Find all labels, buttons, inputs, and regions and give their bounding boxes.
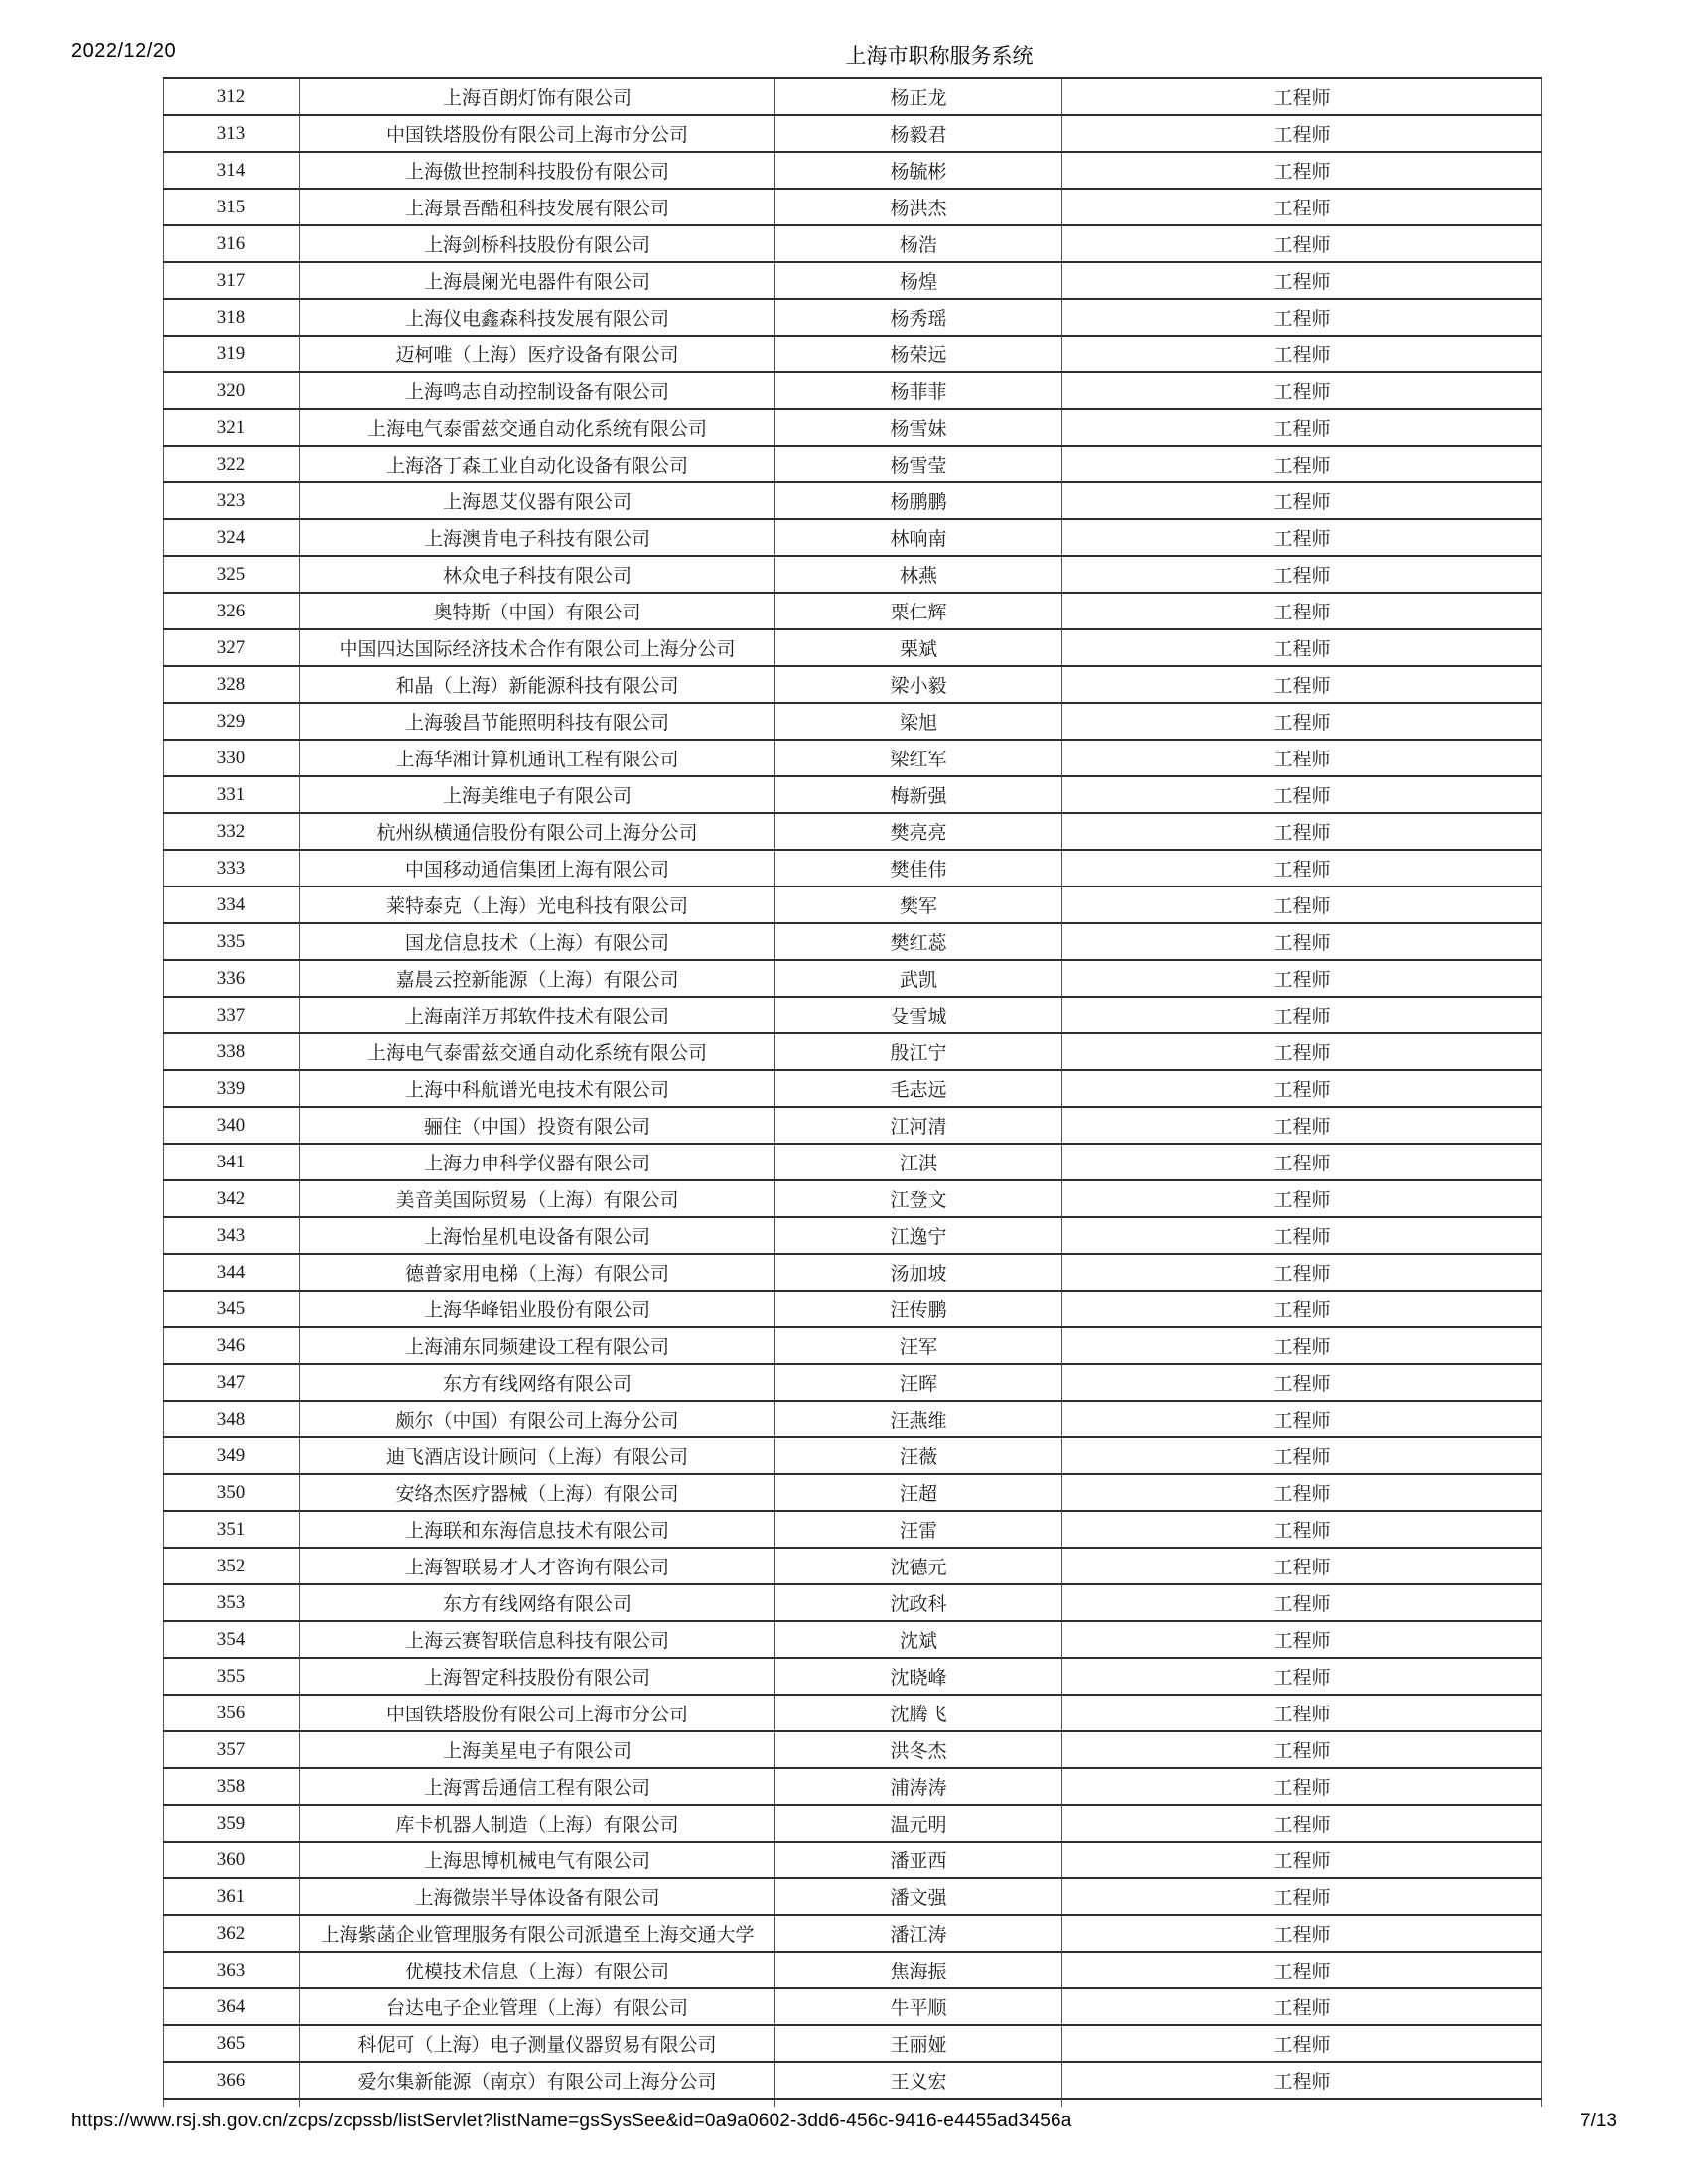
row-number-cell: 342 bbox=[164, 1180, 300, 1217]
page-number: 7/13 bbox=[1580, 2111, 1617, 2131]
job-title-cell: 工程师 bbox=[1062, 887, 1542, 923]
job-title-cell: 工程师 bbox=[1062, 409, 1542, 446]
company-cell: 上海紫菡企业管理服务有限公司派遣至上海交通大学 bbox=[300, 1915, 775, 1952]
table-row bbox=[164, 1548, 1542, 1584]
person-name-cell: 杨毓彬 bbox=[775, 152, 1062, 189]
company-cell: 上海美维电子有限公司 bbox=[300, 776, 775, 813]
company-cell: 上海电气泰雷兹交通自动化系统有限公司 bbox=[300, 1033, 775, 1070]
job-title-cell: 工程师 bbox=[1062, 372, 1542, 409]
table-row bbox=[164, 776, 1542, 813]
company-cell: 上海洛丁森工业自动化设备有限公司 bbox=[300, 446, 775, 482]
table-row bbox=[164, 115, 1542, 152]
person-name-cell: 栗斌 bbox=[775, 629, 1062, 666]
job-title-cell: 工程师 bbox=[1062, 446, 1542, 482]
person-name-cell: 杨菲菲 bbox=[775, 372, 1062, 409]
company-cell: 上海仪电鑫森科技发展有限公司 bbox=[300, 299, 775, 336]
person-name-cell: 林响南 bbox=[775, 519, 1062, 556]
person-name-cell: 潘江涛 bbox=[775, 1915, 1062, 1952]
company-cell: 迈柯唯（上海）医疗设备有限公司 bbox=[300, 336, 775, 372]
job-title-cell: 工程师 bbox=[1062, 336, 1542, 372]
row-number-cell: 335 bbox=[164, 923, 300, 960]
row-number-cell: 320 bbox=[164, 372, 300, 409]
company-cell: 和晶（上海）新能源科技有限公司 bbox=[300, 666, 775, 703]
row-number-cell: 336 bbox=[164, 960, 300, 997]
row-number-cell: 318 bbox=[164, 299, 300, 336]
person-name-cell: 王义宏 bbox=[775, 2062, 1062, 2099]
table-row bbox=[164, 446, 1542, 482]
table-row bbox=[164, 2025, 1542, 2062]
job-title-cell: 工程师 bbox=[1062, 1291, 1542, 1327]
job-title-cell: 工程师 bbox=[1062, 960, 1542, 997]
row-number-cell: 360 bbox=[164, 1842, 300, 1878]
footer-url: https://www.rsj.sh.gov.cn/zcps/zcpssb/listServlet?listName=gsSysSee&id=0a9a0602-3dd6-456c-9416-e4455ad3456a bbox=[71, 2111, 1072, 2131]
row-number-cell: 362 bbox=[164, 1915, 300, 1952]
row-number-cell: 349 bbox=[164, 1437, 300, 1474]
table-row bbox=[164, 1107, 1542, 1144]
company-cell: 爱尔集新能源（南京）有限公司上海分公司 bbox=[300, 2062, 775, 2099]
person-name-cell: 樊军 bbox=[775, 887, 1062, 923]
table-row bbox=[164, 850, 1542, 887]
person-name-cell: 沈德元 bbox=[775, 1548, 1062, 1584]
table-row bbox=[164, 1768, 1542, 1805]
job-title-cell: 工程师 bbox=[1062, 1805, 1542, 1842]
job-title-cell: 工程师 bbox=[1062, 1695, 1542, 1731]
table-partial-row-body bbox=[164, 2099, 1542, 2107]
table-row bbox=[164, 1144, 1542, 1180]
job-title-cell: 工程师 bbox=[1062, 1842, 1542, 1878]
person-name-cell: 梁红军 bbox=[775, 740, 1062, 776]
person-name-cell: 杨洪杰 bbox=[775, 189, 1062, 225]
job-title-cell: 工程师 bbox=[1062, 152, 1542, 189]
job-title-cell: 工程师 bbox=[1062, 1878, 1542, 1915]
row-number-cell: 324 bbox=[164, 519, 300, 556]
job-title-cell: 工程师 bbox=[1062, 556, 1542, 593]
company-cell bbox=[300, 2099, 775, 2107]
company-cell: 上海百朗灯饰有限公司 bbox=[300, 78, 775, 115]
job-title-cell: 工程师 bbox=[1062, 1327, 1542, 1364]
company-cell: 中国四达国际经济技术合作有限公司上海分公司 bbox=[300, 629, 775, 666]
person-name-cell: 汪传鹏 bbox=[775, 1291, 1062, 1327]
job-title-cell: 工程师 bbox=[1062, 1548, 1542, 1584]
row-number-cell: 354 bbox=[164, 1621, 300, 1658]
row-number-cell: 327 bbox=[164, 629, 300, 666]
company-cell: 上海云赛智联信息科技有限公司 bbox=[300, 1621, 775, 1658]
table-row bbox=[164, 482, 1542, 519]
row-number-cell: 338 bbox=[164, 1033, 300, 1070]
company-cell: 林众电子科技有限公司 bbox=[300, 556, 775, 593]
company-cell: 上海微崇半导体设备有限公司 bbox=[300, 1878, 775, 1915]
job-title-cell: 工程师 bbox=[1062, 813, 1542, 850]
job-title-cell: 工程师 bbox=[1062, 482, 1542, 519]
job-title-cell: 工程师 bbox=[1062, 1070, 1542, 1107]
person-name-cell: 杨浩 bbox=[775, 225, 1062, 262]
table-row bbox=[164, 1254, 1542, 1291]
person-name-cell: 杨雪妹 bbox=[775, 409, 1062, 446]
row-number-cell: 357 bbox=[164, 1731, 300, 1768]
company-cell: 上海景吾酷租科技发展有限公司 bbox=[300, 189, 775, 225]
person-name-cell: 江淇 bbox=[775, 1144, 1062, 1180]
row-number-cell: 355 bbox=[164, 1658, 300, 1695]
job-title-cell: 工程师 bbox=[1062, 299, 1542, 336]
row-number-cell: 346 bbox=[164, 1327, 300, 1364]
table-row bbox=[164, 1842, 1542, 1878]
company-cell: 美音美国际贸易（上海）有限公司 bbox=[300, 1180, 775, 1217]
row-number-cell: 341 bbox=[164, 1144, 300, 1180]
table-row bbox=[164, 1217, 1542, 1254]
person-name-cell: 杨鹏鹏 bbox=[775, 482, 1062, 519]
row-number-cell: 334 bbox=[164, 887, 300, 923]
job-title-cell: 工程师 bbox=[1062, 1474, 1542, 1511]
table-row bbox=[164, 629, 1542, 666]
company-cell: 科伲可（上海）电子测量仪器贸易有限公司 bbox=[300, 2025, 775, 2062]
person-name-cell: 杨荣远 bbox=[775, 336, 1062, 372]
company-cell: 上海澳肯电子科技有限公司 bbox=[300, 519, 775, 556]
table-row bbox=[164, 1988, 1542, 2025]
person-name-cell: 王丽娅 bbox=[775, 2025, 1062, 2062]
job-title-cell: 工程师 bbox=[1062, 1217, 1542, 1254]
person-name-cell: 沈斌 bbox=[775, 1621, 1062, 1658]
table-row bbox=[164, 997, 1542, 1033]
table-row bbox=[164, 1915, 1542, 1952]
person-name-cell: 樊佳伟 bbox=[775, 850, 1062, 887]
company-cell: 上海鸣志自动控制设备有限公司 bbox=[300, 372, 775, 409]
person-name-cell: 樊亮亮 bbox=[775, 813, 1062, 850]
title-roster-table bbox=[163, 77, 1542, 2107]
row-number-cell: 316 bbox=[164, 225, 300, 262]
job-title-cell: 工程师 bbox=[1062, 2025, 1542, 2062]
row-number-cell: 326 bbox=[164, 593, 300, 629]
job-title-cell: 工程师 bbox=[1062, 1033, 1542, 1070]
company-cell: 安络杰医疗器械（上海）有限公司 bbox=[300, 1474, 775, 1511]
table-row bbox=[164, 1695, 1542, 1731]
person-name-cell: 浦涛涛 bbox=[775, 1768, 1062, 1805]
row-number-cell: 323 bbox=[164, 482, 300, 519]
row-number-cell: 344 bbox=[164, 1254, 300, 1291]
table-row bbox=[164, 225, 1542, 262]
person-name-cell: 江逸宁 bbox=[775, 1217, 1062, 1254]
company-cell: 上海智定科技股份有限公司 bbox=[300, 1658, 775, 1695]
company-cell: 东方有线网络有限公司 bbox=[300, 1364, 775, 1401]
table-row bbox=[164, 78, 1542, 115]
row-number-cell bbox=[164, 2099, 300, 2107]
table-row bbox=[164, 960, 1542, 997]
row-number-cell: 356 bbox=[164, 1695, 300, 1731]
table-row bbox=[164, 1401, 1542, 1437]
table-row bbox=[164, 1805, 1542, 1842]
job-title-cell: 工程师 bbox=[1062, 115, 1542, 152]
row-number-cell: 352 bbox=[164, 1548, 300, 1584]
row-number-cell: 325 bbox=[164, 556, 300, 593]
print-header bbox=[71, 40, 1617, 69]
person-name-cell: 汪晖 bbox=[775, 1364, 1062, 1401]
table-row bbox=[164, 152, 1542, 189]
job-title-cell: 工程师 bbox=[1062, 519, 1542, 556]
job-title-cell: 工程师 bbox=[1062, 629, 1542, 666]
person-name-cell: 潘亚西 bbox=[775, 1842, 1062, 1878]
row-number-cell: 359 bbox=[164, 1805, 300, 1842]
row-number-cell: 345 bbox=[164, 1291, 300, 1327]
job-title-cell: 工程师 bbox=[1062, 1988, 1542, 2025]
job-title-cell: 工程师 bbox=[1062, 923, 1542, 960]
person-name-cell: 殷江宁 bbox=[775, 1033, 1062, 1070]
person-name-cell: 樊红蕊 bbox=[775, 923, 1062, 960]
row-number-cell: 330 bbox=[164, 740, 300, 776]
person-name-cell: 杨秀瑶 bbox=[775, 299, 1062, 336]
company-cell: 杭州纵横通信股份有限公司上海分公司 bbox=[300, 813, 775, 850]
company-cell: 库卡机器人制造（上海）有限公司 bbox=[300, 1805, 775, 1842]
print-footer bbox=[71, 2111, 1617, 2132]
person-name-cell: 汪雷 bbox=[775, 1511, 1062, 1548]
row-number-cell: 329 bbox=[164, 703, 300, 740]
table-row bbox=[164, 1511, 1542, 1548]
table-row bbox=[164, 1584, 1542, 1621]
person-name-cell: 江河清 bbox=[775, 1107, 1062, 1144]
person-name-cell: 栗仁辉 bbox=[775, 593, 1062, 629]
table-row bbox=[164, 1474, 1542, 1511]
person-name-cell: 沈晓峰 bbox=[775, 1658, 1062, 1695]
row-number-cell: 313 bbox=[164, 115, 300, 152]
job-title-cell: 工程师 bbox=[1062, 1144, 1542, 1180]
table-row bbox=[164, 336, 1542, 372]
row-number-cell: 339 bbox=[164, 1070, 300, 1107]
job-title-cell: 工程师 bbox=[1062, 1254, 1542, 1291]
job-title-cell: 工程师 bbox=[1062, 2062, 1542, 2099]
table-row bbox=[164, 813, 1542, 850]
row-number-cell: 321 bbox=[164, 409, 300, 446]
company-cell: 上海电气泰雷兹交通自动化系统有限公司 bbox=[300, 409, 775, 446]
company-cell: 上海中科航谱光电技术有限公司 bbox=[300, 1070, 775, 1107]
company-cell: 上海南洋万邦软件技术有限公司 bbox=[300, 997, 775, 1033]
table-row bbox=[164, 923, 1542, 960]
row-number-cell: 333 bbox=[164, 850, 300, 887]
row-number-cell: 319 bbox=[164, 336, 300, 372]
table-row bbox=[164, 299, 1542, 336]
table-row bbox=[164, 666, 1542, 703]
person-name-cell: 梁小毅 bbox=[775, 666, 1062, 703]
table-row bbox=[164, 703, 1542, 740]
company-cell: 优模技术信息（上海）有限公司 bbox=[300, 1952, 775, 1988]
table-row bbox=[164, 593, 1542, 629]
company-cell: 奥特斯（中国）有限公司 bbox=[300, 593, 775, 629]
print-date: 2022/12/20 bbox=[71, 40, 177, 62]
job-title-cell: 工程师 bbox=[1062, 1731, 1542, 1768]
row-number-cell: 363 bbox=[164, 1952, 300, 1988]
company-cell: 国龙信息技术（上海）有限公司 bbox=[300, 923, 775, 960]
job-title-cell: 工程师 bbox=[1062, 225, 1542, 262]
person-name-cell: 汪薇 bbox=[775, 1437, 1062, 1474]
row-number-cell: 331 bbox=[164, 776, 300, 813]
company-cell: 台达电子企业管理（上海）有限公司 bbox=[300, 1988, 775, 2025]
row-number-cell: 343 bbox=[164, 1217, 300, 1254]
person-name-cell: 牛平顺 bbox=[775, 1988, 1062, 2025]
company-cell: 骊住（中国）投资有限公司 bbox=[300, 1107, 775, 1144]
row-number-cell: 358 bbox=[164, 1768, 300, 1805]
person-name-cell: 沈政科 bbox=[775, 1584, 1062, 1621]
job-title-cell: 工程师 bbox=[1062, 1584, 1542, 1621]
table-row bbox=[164, 1291, 1542, 1327]
person-name-cell: 洪冬杰 bbox=[775, 1731, 1062, 1768]
row-number-cell: 322 bbox=[164, 446, 300, 482]
company-cell: 莱特泰克（上海）光电科技有限公司 bbox=[300, 887, 775, 923]
company-cell: 上海剑桥科技股份有限公司 bbox=[300, 225, 775, 262]
row-number-cell: 317 bbox=[164, 262, 300, 299]
job-title-cell: 工程师 bbox=[1062, 593, 1542, 629]
job-title-cell: 工程师 bbox=[1062, 1437, 1542, 1474]
table-row bbox=[164, 1364, 1542, 1401]
company-cell: 上海骏昌节能照明科技有限公司 bbox=[300, 703, 775, 740]
row-number-cell: 312 bbox=[164, 78, 300, 115]
company-cell: 上海联和东海信息技术有限公司 bbox=[300, 1511, 775, 1548]
person-name-cell: 江登文 bbox=[775, 1180, 1062, 1217]
company-cell: 上海华湘计算机通讯工程有限公司 bbox=[300, 740, 775, 776]
table-row bbox=[164, 1878, 1542, 1915]
table-row bbox=[164, 1327, 1542, 1364]
row-number-cell: 337 bbox=[164, 997, 300, 1033]
table-row bbox=[164, 887, 1542, 923]
job-title-cell: 工程师 bbox=[1062, 1107, 1542, 1144]
table-body bbox=[164, 78, 1542, 2099]
job-title-cell: 工程师 bbox=[1062, 1364, 1542, 1401]
row-number-cell: 340 bbox=[164, 1107, 300, 1144]
job-title-cell: 工程师 bbox=[1062, 703, 1542, 740]
job-title-cell: 工程师 bbox=[1062, 78, 1542, 115]
person-name-cell: 梁旭 bbox=[775, 703, 1062, 740]
table-row bbox=[164, 409, 1542, 446]
row-number-cell: 348 bbox=[164, 1401, 300, 1437]
company-cell: 上海傲世控制科技股份有限公司 bbox=[300, 152, 775, 189]
table-row bbox=[164, 262, 1542, 299]
person-name-cell: 潘文强 bbox=[775, 1878, 1062, 1915]
job-title-cell: 工程师 bbox=[1062, 1915, 1542, 1952]
company-cell: 上海美星电子有限公司 bbox=[300, 1731, 775, 1768]
table-row bbox=[164, 1952, 1542, 1988]
company-cell: 上海智联易才人才咨询有限公司 bbox=[300, 1548, 775, 1584]
row-number-cell: 350 bbox=[164, 1474, 300, 1511]
person-name-cell: 杨煌 bbox=[775, 262, 1062, 299]
table-row bbox=[164, 1070, 1542, 1107]
page-title: 上海市职称服务系统 bbox=[845, 45, 1034, 68]
person-name-cell: 殳雪城 bbox=[775, 997, 1062, 1033]
row-number-cell: 364 bbox=[164, 1988, 300, 2025]
company-cell: 迪飞酒店设计顾问（上海）有限公司 bbox=[300, 1437, 775, 1474]
row-number-cell: 347 bbox=[164, 1364, 300, 1401]
table-row bbox=[164, 1180, 1542, 1217]
company-cell: 上海怡星机电设备有限公司 bbox=[300, 1217, 775, 1254]
job-title-cell: 工程师 bbox=[1062, 776, 1542, 813]
company-cell: 中国移动通信集团上海有限公司 bbox=[300, 850, 775, 887]
job-title-cell: 工程师 bbox=[1062, 1658, 1542, 1695]
company-cell: 上海恩艾仪器有限公司 bbox=[300, 482, 775, 519]
table-row bbox=[164, 519, 1542, 556]
person-name-cell: 汪燕维 bbox=[775, 1401, 1062, 1437]
job-title-cell: 工程师 bbox=[1062, 1621, 1542, 1658]
table-row bbox=[164, 372, 1542, 409]
company-cell: 颇尔（中国）有限公司上海分公司 bbox=[300, 1401, 775, 1437]
person-name-cell: 林燕 bbox=[775, 556, 1062, 593]
person-name-cell: 沈腾飞 bbox=[775, 1695, 1062, 1731]
company-cell: 上海霄岳通信工程有限公司 bbox=[300, 1768, 775, 1805]
job-title-cell: 工程师 bbox=[1062, 262, 1542, 299]
table-row bbox=[164, 1731, 1542, 1768]
row-number-cell: 361 bbox=[164, 1878, 300, 1915]
table-row bbox=[164, 1437, 1542, 1474]
row-number-cell: 328 bbox=[164, 666, 300, 703]
company-cell: 上海思博机械电气有限公司 bbox=[300, 1842, 775, 1878]
table-row bbox=[164, 1033, 1542, 1070]
job-title-cell: 工程师 bbox=[1062, 189, 1542, 225]
clipped-next-row bbox=[164, 2099, 1542, 2107]
table-region bbox=[163, 77, 1544, 2107]
table-row bbox=[164, 1658, 1542, 1695]
table-row bbox=[164, 740, 1542, 776]
table-row bbox=[164, 1621, 1542, 1658]
person-name-cell: 杨正龙 bbox=[775, 78, 1062, 115]
person-name-cell bbox=[775, 2099, 1062, 2107]
person-name-cell: 梅新强 bbox=[775, 776, 1062, 813]
company-cell: 嘉晨云控新能源（上海）有限公司 bbox=[300, 960, 775, 997]
row-number-cell: 365 bbox=[164, 2025, 300, 2062]
company-cell: 上海华峰铝业股份有限公司 bbox=[300, 1291, 775, 1327]
job-title-cell: 工程师 bbox=[1062, 740, 1542, 776]
person-name-cell: 汤加坡 bbox=[775, 1254, 1062, 1291]
company-cell: 中国铁塔股份有限公司上海市分公司 bbox=[300, 1695, 775, 1731]
table-row bbox=[164, 189, 1542, 225]
company-cell: 中国铁塔股份有限公司上海市分公司 bbox=[300, 115, 775, 152]
person-name-cell: 毛志远 bbox=[775, 1070, 1062, 1107]
row-number-cell: 315 bbox=[164, 189, 300, 225]
row-number-cell: 366 bbox=[164, 2062, 300, 2099]
job-title-cell: 工程师 bbox=[1062, 997, 1542, 1033]
row-number-cell: 353 bbox=[164, 1584, 300, 1621]
job-title-cell: 工程师 bbox=[1062, 1768, 1542, 1805]
company-cell: 上海晨阑光电器件有限公司 bbox=[300, 262, 775, 299]
row-number-cell: 332 bbox=[164, 813, 300, 850]
job-title-cell: 工程师 bbox=[1062, 850, 1542, 887]
job-title-cell: 工程师 bbox=[1062, 666, 1542, 703]
company-cell: 德普家用电梯（上海）有限公司 bbox=[300, 1254, 775, 1291]
person-name-cell: 武凯 bbox=[775, 960, 1062, 997]
person-name-cell: 杨雪莹 bbox=[775, 446, 1062, 482]
person-name-cell: 汪军 bbox=[775, 1327, 1062, 1364]
row-number-cell: 351 bbox=[164, 1511, 300, 1548]
job-title-cell bbox=[1062, 2099, 1542, 2107]
table-row bbox=[164, 2062, 1542, 2099]
company-cell: 东方有线网络有限公司 bbox=[300, 1584, 775, 1621]
job-title-cell: 工程师 bbox=[1062, 1180, 1542, 1217]
table-row bbox=[164, 556, 1542, 593]
company-cell: 上海浦东同频建设工程有限公司 bbox=[300, 1327, 775, 1364]
person-name-cell: 杨毅君 bbox=[775, 115, 1062, 152]
row-number-cell: 314 bbox=[164, 152, 300, 189]
person-name-cell: 汪超 bbox=[775, 1474, 1062, 1511]
company-cell: 上海力申科学仪器有限公司 bbox=[300, 1144, 775, 1180]
job-title-cell: 工程师 bbox=[1062, 1401, 1542, 1437]
job-title-cell: 工程师 bbox=[1062, 1511, 1542, 1548]
person-name-cell: 温元明 bbox=[775, 1805, 1062, 1842]
job-title-cell: 工程师 bbox=[1062, 1952, 1542, 1988]
person-name-cell: 焦海振 bbox=[775, 1952, 1062, 1988]
